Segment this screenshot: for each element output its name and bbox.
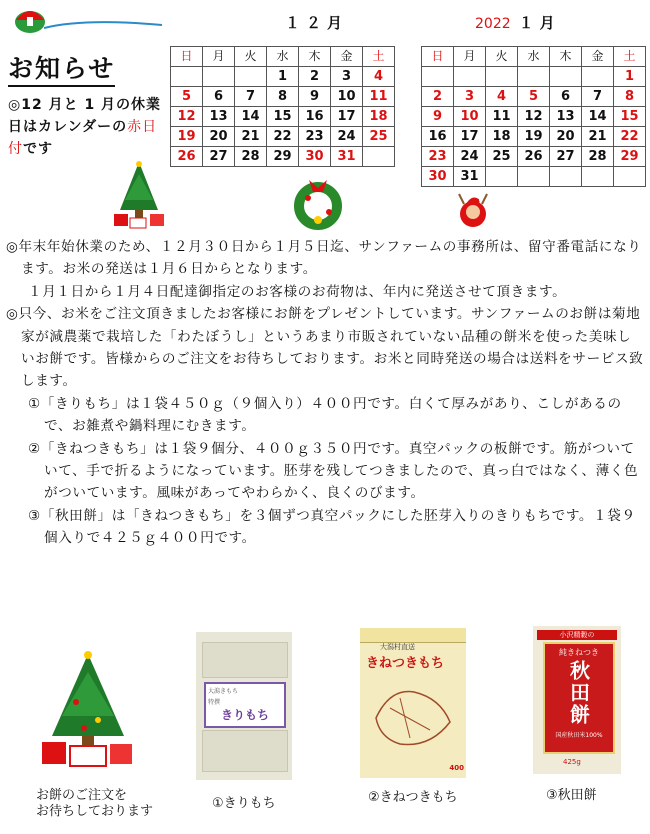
calendar-day: 17 (331, 107, 363, 127)
calendar-day: 27 (203, 147, 235, 167)
calendar-week (171, 107, 395, 127)
calendar-day: 28 (582, 147, 614, 167)
christmas-tree-icon (108, 160, 170, 230)
calendar-day: 22 (614, 127, 646, 147)
holiday-note (8, 94, 164, 160)
akitamochi-photo (533, 626, 621, 774)
calendar-day: 29 (614, 147, 646, 167)
calendar-day (171, 67, 203, 87)
kirimochi-photo (196, 632, 292, 780)
calendar-day: 18 (363, 107, 395, 127)
calendar-week (422, 147, 646, 167)
calendar-day (363, 147, 395, 167)
kirimochi-caption: ①きりもち (212, 796, 276, 811)
calendar-week (422, 107, 646, 127)
calendar-day: 15 (614, 107, 646, 127)
calendar-day: 7 (235, 87, 267, 107)
calendar-day: 20 (203, 127, 235, 147)
calendar-day: 12 (518, 107, 550, 127)
calendar-day: 8 (614, 87, 646, 107)
calendar-day: 7 (582, 87, 614, 107)
calendar-day (518, 67, 550, 87)
akita-weight: 425g (563, 758, 581, 766)
holiday-note-text: ◎12 月と 1 月の休業日はカレンダーの (8, 97, 162, 135)
weekday-header: 月 (203, 47, 235, 67)
christmas-wreath-icon (293, 176, 343, 230)
calendar-day (518, 167, 550, 187)
calendar-day: 4 (363, 67, 395, 87)
weekday-header: 木 (299, 47, 331, 67)
calendar-day: 13 (550, 107, 582, 127)
page-title: お知らせ (8, 54, 115, 87)
item-kirimochi: ①「きりもち」は１袋４５０ｇ（９個入り）４００円です。白くて厚みがあり、こしがあるので、お雑煮や鍋料理にむきます。 (28, 395, 622, 435)
item-akitamochi: ③「秋田餅」は「きねつきもち」を３個ずつ真空パックにした胚芽入りのきりもちです。１袋９個入りで４２５ｇ４００円です。 (28, 507, 636, 547)
weekday-header: 水 (518, 47, 550, 67)
weekday-header: 木 (550, 47, 582, 67)
paragraph-mochi-present: ◎只今、お米をご注文頂きましたお客様にお餅をプレゼントしています。サンファームのお餅は菊地家が減農薬で栽培した「わたぼうし」というあまり市販されていない品種の餅米を使った美味しいお餅です。皆様からのご注文をお待ちしております。お米と同時発送の場合は送料をサービス致します。 (6, 306, 644, 390)
calendar-day: 8 (267, 87, 299, 107)
weekday-header: 月 (454, 47, 486, 67)
calendar-day: 1 (614, 67, 646, 87)
weekday-header: 金 (582, 47, 614, 67)
kinetsukimochi-photo (360, 628, 466, 778)
calendar-day: 11 (363, 87, 395, 107)
calendar-day: 3 (331, 67, 363, 87)
kirimochi-label-main: きりもち (220, 708, 269, 722)
calendar-day: 10 (331, 87, 363, 107)
item-kinetsukimochi: ②「きねつきもち」は１袋９個分、４００ｇ３５０円です。真空パックの板餅です。筋がついていて、手で折るようになっています。胚芽を残してつきましたので、真っ白ではなく、薄く色がついています。風味があってやわらかく、良くのびます。 (28, 440, 639, 502)
map-illustration-icon (370, 678, 456, 758)
calendar-day: 2 (299, 67, 331, 87)
calendar-day: 15 (267, 107, 299, 127)
weekday-header: 日 (171, 47, 203, 67)
calendar-week (422, 67, 646, 87)
calendar-day: 26 (171, 147, 203, 167)
calendar-day (235, 67, 267, 87)
weekday-header: 日 (422, 47, 454, 67)
kirimochi-label-mid: 特撰 (208, 699, 221, 706)
weekday-header: 火 (235, 47, 267, 67)
jan-month-label (475, 12, 561, 33)
akita-main: 秋田餅 (566, 660, 591, 726)
jan-year-label: 2022 (475, 16, 511, 32)
january-calendar (421, 46, 646, 187)
calendar-day (550, 67, 582, 87)
akita-brand: 小沢精穀の (537, 630, 617, 640)
calendar-week (171, 147, 395, 167)
calendar-day: 18 (486, 127, 518, 147)
kinetsuki-label-main: きねつきもち (366, 656, 445, 671)
calendar-day: 5 (518, 87, 550, 107)
calendar-day (582, 167, 614, 187)
order-message-line1: お餅のご注文を (36, 788, 128, 803)
calendar-day: 12 (171, 107, 203, 127)
calendar-day (203, 67, 235, 87)
header-wave-decoration (44, 20, 162, 30)
calendar-day (454, 67, 486, 87)
jan-month-text: １月 (518, 14, 561, 32)
dec-month-label: １２月 (285, 14, 349, 32)
calendar-day: 28 (235, 147, 267, 167)
weekday-header: 水 (267, 47, 299, 67)
calendar-day: 16 (422, 127, 454, 147)
calendar-day (550, 167, 582, 187)
calendar-day: 27 (550, 147, 582, 167)
calendar-day: 22 (267, 127, 299, 147)
calendar-week (422, 127, 646, 147)
calendar-day: 1 (267, 67, 299, 87)
calendar-week (422, 87, 646, 107)
calendar-day: 11 (486, 107, 518, 127)
calendar-week (171, 127, 395, 147)
calendar-day (422, 67, 454, 87)
calendar-day: 20 (550, 127, 582, 147)
calendar-week (171, 67, 395, 87)
weekday-header: 土 (363, 47, 395, 67)
calendar-day: 21 (235, 127, 267, 147)
calendar-day: 21 (582, 127, 614, 147)
calendar-day (582, 67, 614, 87)
calendar-day: 13 (203, 107, 235, 127)
calendar-day: 31 (454, 167, 486, 187)
calendar-day: 14 (582, 107, 614, 127)
order-message-line2: お待ちしております (36, 804, 154, 819)
calendar-day: 31 (331, 147, 363, 167)
weekday-header: 金 (331, 47, 363, 67)
calendar-day: 25 (363, 127, 395, 147)
santa-reindeer-icon (454, 190, 492, 230)
calendar-day: 30 (299, 147, 331, 167)
order-message (36, 788, 153, 820)
calendar-week (171, 87, 395, 107)
calendar-week (422, 167, 646, 187)
kinetsuki-label-top: 大潟村直送 (380, 643, 415, 651)
calendar-day (614, 167, 646, 187)
calendar-day: 26 (518, 147, 550, 167)
paragraph-closing: ◎年末年始休業のため、１２月３０日から１月５日迄、サンファームの事務所は、留守番電話になります。お米の発送は１月６日からとなります。 (6, 239, 642, 278)
akita-sub: 純きねつき (559, 648, 599, 657)
calendar-day: 16 (299, 107, 331, 127)
calendar-day: 17 (454, 127, 486, 147)
calendar-day: 4 (486, 87, 518, 107)
notice-body (6, 236, 644, 550)
weekday-header: 土 (614, 47, 646, 67)
calendar-day: 23 (299, 127, 331, 147)
calendar-day: 14 (235, 107, 267, 127)
calendar-day: 2 (422, 87, 454, 107)
calendar-day: 23 (422, 147, 454, 167)
calendar-day: 3 (454, 87, 486, 107)
kinetsukimochi-caption: ②きねつきもち (368, 790, 458, 805)
calendar-day: 6 (550, 87, 582, 107)
calendar-day: 5 (171, 87, 203, 107)
calendar-day (486, 167, 518, 187)
holiday-note-end: です (23, 141, 53, 157)
calendar-day: 19 (171, 127, 203, 147)
calendar-day: 10 (454, 107, 486, 127)
holiday-note-red: 赤日付 (8, 119, 158, 157)
calendar-day (486, 67, 518, 87)
weekday-header: 火 (486, 47, 518, 67)
calendar-day: 29 (267, 147, 299, 167)
kinetsuki-weight: 400 (449, 764, 464, 772)
december-calendar (170, 46, 395, 167)
calendar-day: 24 (331, 127, 363, 147)
calendar-day: 9 (422, 107, 454, 127)
calendar-day: 6 (203, 87, 235, 107)
paragraph-delivery: １月１日から１月４日配達御指定のお客様のお荷物は、年内に発送させて頂きます。 (28, 283, 567, 300)
akita-note: 国産秋田米100% (555, 732, 603, 739)
calendar-day: 9 (299, 87, 331, 107)
kirimochi-label-top: 大潟きもち (208, 688, 239, 695)
calendar-day: 25 (486, 147, 518, 167)
akitamochi-caption: ③秋田餅 (546, 788, 597, 803)
calendar-day: 24 (454, 147, 486, 167)
christmas-tree-large-icon (38, 650, 138, 770)
calendar-day: 30 (422, 167, 454, 187)
calendar-day: 19 (518, 127, 550, 147)
